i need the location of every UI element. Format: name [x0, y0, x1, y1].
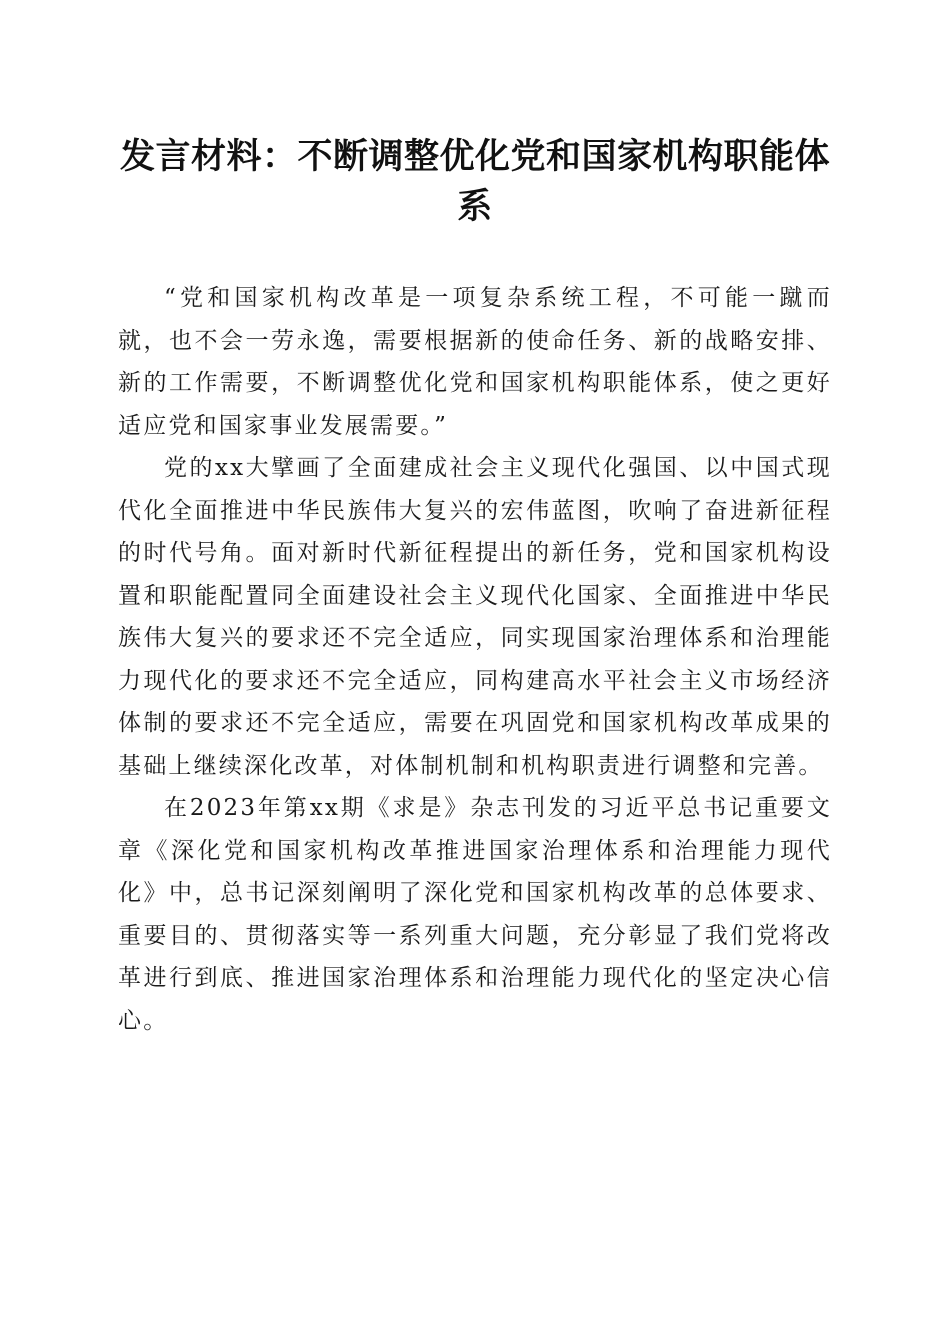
document-title: 发言材料：不断调整优化党和国家机构职能体系 [119, 137, 830, 227]
document-body [118, 277, 832, 1042]
paragraph-qiushi-article: 在2023年第xx期《求是》杂志刊发的习近平总书记重要文章《深化党和国家机构改革推进国家治理体系和治理能力现代化》中，总书记深刻阐明了深化党和国家机构改革的总体要求、重要目的、贯彻落实等一系列重大问题，充分彰显了我们党将改革进行到底、推进国家治理体系和治理能力现代化的坚定决心信心。 [118, 795, 832, 1034]
paragraph-background: 党的xx大擘画了全面建成社会主义现代化强国、以中国式现代化全面推进中华民族伟大复兴的宏伟蓝图，吹响了奋进新征程的时代号角。面对新时代新征程提出的新任务，党和国家机构设置和职能配置同全面建设社会主义现代化国家、全面推进中华民族伟大复兴的要求还不完全适应，同实现国家治理体系和治理能力现代化的要求还不完全适应，同构建高水平社会主义市场经济体制的要求还不完全适应，需要在巩固党和国家机构改革成果的基础上继续深化改革，对体制机制和机构职责进行调整和完善。 [118, 455, 832, 779]
paragraph-quote: “党和国家机构改革是一项复杂系统工程，不可能一蹴而就，也不会一劳永逸，需要根据新的使命任务、新的战略安排、新的工作需要，不断调整优化党和国家机构职能体系，使之更好适应党和国家事业发展需要。” [118, 285, 832, 439]
